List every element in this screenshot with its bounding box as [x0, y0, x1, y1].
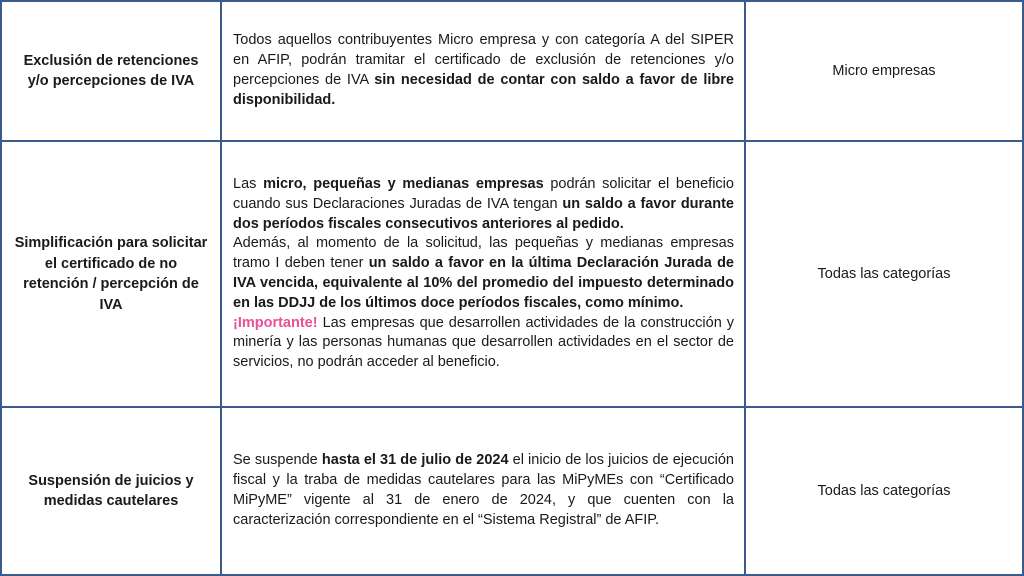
- table-row: [0, 406, 1024, 576]
- row-description-cell: [220, 406, 746, 576]
- row-description: [233, 31, 734, 110]
- row-description: [233, 175, 734, 373]
- row-description-cell: [220, 140, 746, 408]
- row-label: Simplificación para solicitar el certificado de no retención / percepción de IVA: [14, 235, 208, 313]
- description-text: Además, al momento de la solicitud, las pequeñas y medianas empresas tramo I deben tener: [233, 235, 734, 272]
- row-category: Todas las categorías: [817, 266, 951, 282]
- table-row: [0, 140, 1024, 408]
- important-label: ¡Importante!: [233, 314, 318, 331]
- row-label: Exclusión de retenciones y/o percepciones de IVA: [23, 52, 199, 89]
- row-description-cell: [220, 0, 746, 142]
- table-row: [0, 0, 1024, 142]
- description-text: podrán solicitar el beneficio cuando sus Declaraciones Juradas de IVA tengan: [233, 176, 734, 212]
- description-bold: hasta el 31 de julio de 2024: [321, 452, 509, 469]
- row-label-cell: [0, 0, 222, 142]
- description-bold: un saldo a favor durante dos períodos fiscales consecutivos anteriores al pedido.: [233, 195, 734, 232]
- description-bold: sin necesidad de contar con saldo a favor de libre disponibilidad.: [233, 72, 734, 108]
- row-label: Suspensión de juicios y medidas cautelares: [28, 472, 194, 509]
- row-category: Micro empresas: [832, 63, 936, 79]
- description-text: Las: [233, 176, 264, 193]
- row-label-cell: [0, 140, 222, 408]
- description-text: Todos aquellos contribuyentes Micro empresa y con categoría A del SIPER en AFIP, podrán tramitar el certificado de exclusión de retenciones y/o percepciones de IVA: [233, 32, 734, 88]
- description-bold: un saldo a favor en la última Declaración Jurada de IVA vencida, equivalente al 10% del promedio del impuesto determinado en las DDJJ de los últimos doce períodos fiscales, como mínimo.: [233, 255, 734, 311]
- row-description: [233, 451, 734, 530]
- row-category-cell: [744, 0, 1024, 142]
- description-text: Las empresas que desarrollen actividades de la construcción y minería y las personas humanas que desarrollen actividades en el sector de servicios, no podrán acceder al beneficio.: [233, 314, 734, 371]
- row-label-cell: [0, 406, 222, 576]
- row-category-cell: [744, 406, 1024, 576]
- description-bold: micro, pequeñas y medianas empresas: [263, 176, 544, 193]
- row-category: Todas las categorías: [817, 483, 951, 499]
- row-category-cell: [744, 140, 1024, 408]
- description-text: Se suspende: [233, 452, 322, 469]
- description-text: el inicio de los juicios de ejecución fiscal y la traba de medidas cautelares para las MiPyMEs con “Certificado MiPyME” vigente al 31 de enero de 2024, y que cuenten con la caracterización correspondiente en el “Sistema Registral” de AFIP.: [233, 452, 734, 528]
